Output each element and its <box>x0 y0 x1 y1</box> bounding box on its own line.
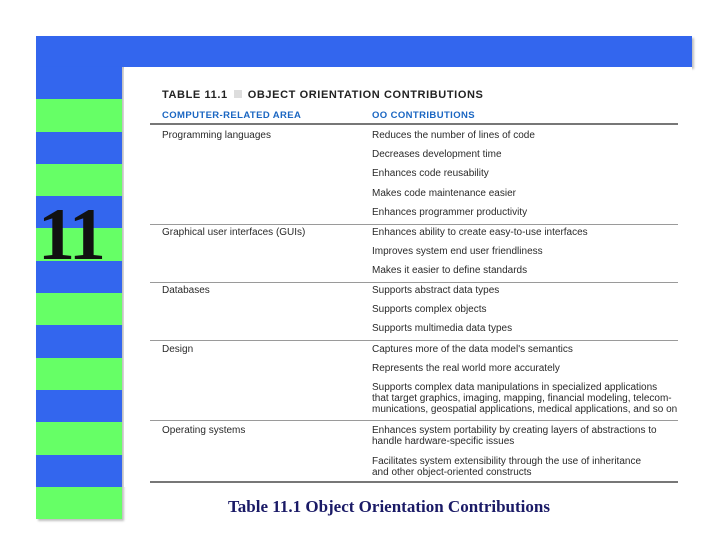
row-contribution: that target graphics, imaging, mapping, financial modeling, telecom- <box>372 393 672 404</box>
header-rule <box>150 123 678 125</box>
row-contribution: munications, geospatial applications, medical applications, and so on <box>372 404 678 415</box>
sidebar-stripe <box>36 422 122 454</box>
row-area: Graphical user interfaces (GUIs) <box>162 227 306 238</box>
sidebar-stripe <box>36 99 122 131</box>
table-figure <box>124 67 692 487</box>
row-contribution: Makes code maintenance easier <box>372 188 516 199</box>
sidebar-stripe <box>36 390 122 422</box>
sidebar-stripe <box>36 325 122 357</box>
row-divider <box>150 224 678 225</box>
row-contribution: Decreases development time <box>372 149 502 160</box>
sidebar-stripe <box>36 455 122 487</box>
row-divider <box>150 282 678 283</box>
row-contribution: Enhances ability to create easy-to-use interfaces <box>372 227 588 238</box>
row-contribution: Facilitates system extensibility through the use of inheritance <box>372 456 642 467</box>
row-contribution: Reduces the number of lines of code <box>372 130 535 141</box>
table-bottom-rule <box>150 481 678 483</box>
sidebar-stripe <box>36 164 122 196</box>
row-area: Programming languages <box>162 130 271 141</box>
row-divider <box>150 420 678 421</box>
sidebar-stripe <box>36 358 122 390</box>
row-contribution: Captures more of the data model's semantics <box>372 344 573 355</box>
table-title <box>162 89 483 101</box>
row-contribution: Enhances code reusability <box>372 168 489 179</box>
row-contribution: Makes it easier to define standards <box>372 265 528 276</box>
sidebar-stripe <box>36 132 122 164</box>
row-contribution: Supports complex data manipulations in specialized applications <box>372 382 658 393</box>
row-contribution: Supports multimedia data types <box>372 323 513 334</box>
row-divider <box>150 340 678 341</box>
table-label: TABLE 11.1 <box>162 89 228 101</box>
striped-sidebar <box>36 67 122 519</box>
row-contribution: Improves system end user friendliness <box>372 246 543 257</box>
row-contribution: handle hardware-specific issues <box>372 436 515 447</box>
row-area: Databases <box>162 285 210 296</box>
chapter-number: 11 <box>38 194 104 276</box>
row-area: Design <box>162 344 194 355</box>
row-contribution: and other object-oriented constructs <box>372 467 532 478</box>
row-contribution: Enhances system portability by creating layers of abstractions to <box>372 425 657 436</box>
sidebar-stripe <box>36 293 122 325</box>
row-contribution: Represents the real world more accurately <box>372 363 560 374</box>
title-separator-square <box>234 90 242 98</box>
column-header-area: COMPUTER-RELATED AREA <box>162 110 302 121</box>
sidebar-stripe <box>36 67 122 99</box>
row-area: Operating systems <box>162 425 246 436</box>
table-title-text: OBJECT ORIENTATION CONTRIBUTIONS <box>247 89 484 101</box>
row-contribution: Enhances programmer productivity <box>372 207 528 218</box>
slide-caption: Table 11.1 Object Orientation Contributions <box>228 497 550 516</box>
column-header-contributions: OO CONTRIBUTIONS <box>372 110 475 121</box>
row-contribution: Supports abstract data types <box>372 285 500 296</box>
row-contribution: Supports complex objects <box>372 304 487 315</box>
top-blue-band <box>36 36 692 67</box>
